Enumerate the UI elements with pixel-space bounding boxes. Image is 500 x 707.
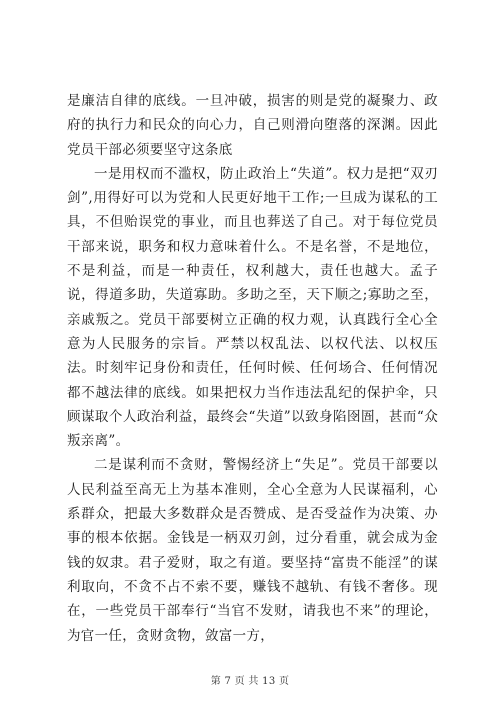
page-footer: 第 7 页 共 13 页 (210, 676, 290, 687)
document-body (67, 89, 438, 648)
paragraph-2: 一是用权而不滥权，防止政治上“失道”。权力是把“双刃剑”,用得好可以为党和人民更好地干工作;一旦成为谋私的工具，不但贻误党的事业，而且也葬送了自己。对于每位党员干部来说，职务和权力意味着什么。不是名誉，不是地位，不是利益，而是一种责任，权利越大，责任也越大。孟子说，得道多助，失道寡助。多助之至，天下顺之;寡助之至，亲戚叛之。党员干部要树立正确的权力观，认真践行全心全意为人民服务的宗旨。严禁以权乱法、以权代法、以权压法。时刻牢记身份和责任，任何时候、任何场合、任何情况都不越法律的底线。如果把权力当作违法乱纪的保护伞，只顾谋取个人政治利益，最终会“失道”以致身陷囹圄，甚而“众叛亲离”。 (67, 165, 438, 450)
paragraph-3: 二是谋利而不贪财，警惕经济上“失足”。党员干部要以人民利益至高无上为基本准则，全心全意为人民谋福利，心系群众，把最大多数群众是否赞成、是否受益作为决策、办事的根本依据。金钱是一柄双刃剑，过分看重，就会成为金钱的奴隶。君子爱财，取之有道。要坚持“富贵不能淫”的谋利取向，不贪不占不索不要，赚钱不越轨、有钱不奢侈。现在，一些党员干部奉行“当官不发财，请我也不来”的理论，为官一任，贪财贪物，敛富一方， (67, 457, 438, 644)
paragraph-1: 是廉洁自律的底线。一旦冲破，损害的则是党的凝聚力、政府的执行力和民众的向心力，自己则滑向堕落的深渊。因此党员干部必须要坚守这条底 (67, 93, 438, 158)
